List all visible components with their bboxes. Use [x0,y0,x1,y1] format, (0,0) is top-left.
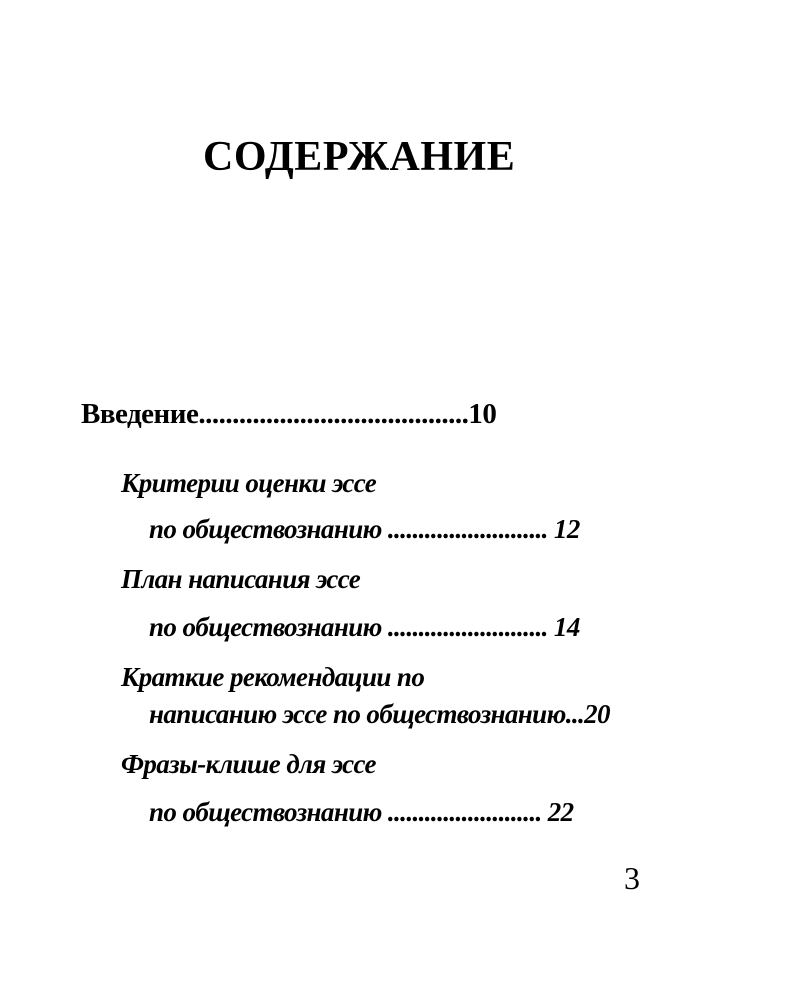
page-number: 3 [624,860,640,896]
toc-entry-recommendations-title: Краткие рекомендации по [121,662,425,692]
page-title: СОДЕРЖАНИЕ [203,134,516,180]
toc-entry-criteria-title: Критерии оценки эссе [121,468,377,498]
toc-entry-phrases-continuation: по обществознанию ......................... 22 [149,797,574,827]
toc-entry-criteria-continuation: по обществознанию .......................... 12 [149,514,580,544]
toc-entry-phrases-title: Фразы-клише для эссе [121,749,376,779]
toc-entry-recommendations-continuation: написанию эссе по обществознанию...20 [149,699,610,729]
toc-entry-plan-continuation: по обществознанию .......................... 14 [149,612,580,642]
toc-entry-plan-title: План написания эссе [121,564,361,594]
toc-entry-intro: Введение........................................10 [81,398,497,430]
